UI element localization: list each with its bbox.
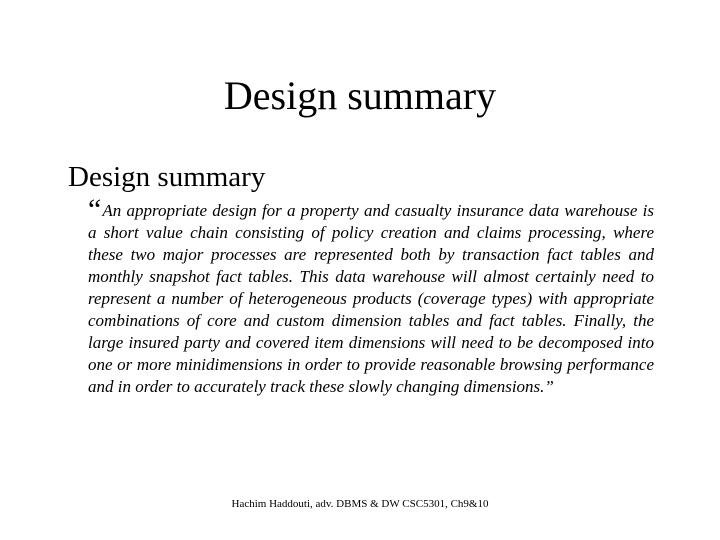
slide-footer: Hachim Haddouti, adv. DBMS & DW CSC5301, Ch9&10: [231, 498, 489, 510]
open-quote-mark: “: [88, 193, 102, 226]
quote-text: An appropriate design for a property and casualty insurance data warehouse is a short value chain consisting of policy creation and claims processing, where these two major processes are represented both by transaction fact tables and monthly snapshot fact tables. This data warehouse will almost certainly need to represent a number of heterogeneous products (coverage types) with appropriate combinations of core and custom dimension tables and fact tables. Finally, the large insured party and covered item dimensions will need to be decomposed into one or more minidimensions in order to provide reasonable browsing performance and in order to accurately track these slowly changing dimensions.”: [88, 201, 654, 396]
quote-paragraph: [88, 193, 654, 398]
slide-title: Design summary: [223, 73, 497, 118]
section-heading: Design summary: [68, 161, 266, 193]
